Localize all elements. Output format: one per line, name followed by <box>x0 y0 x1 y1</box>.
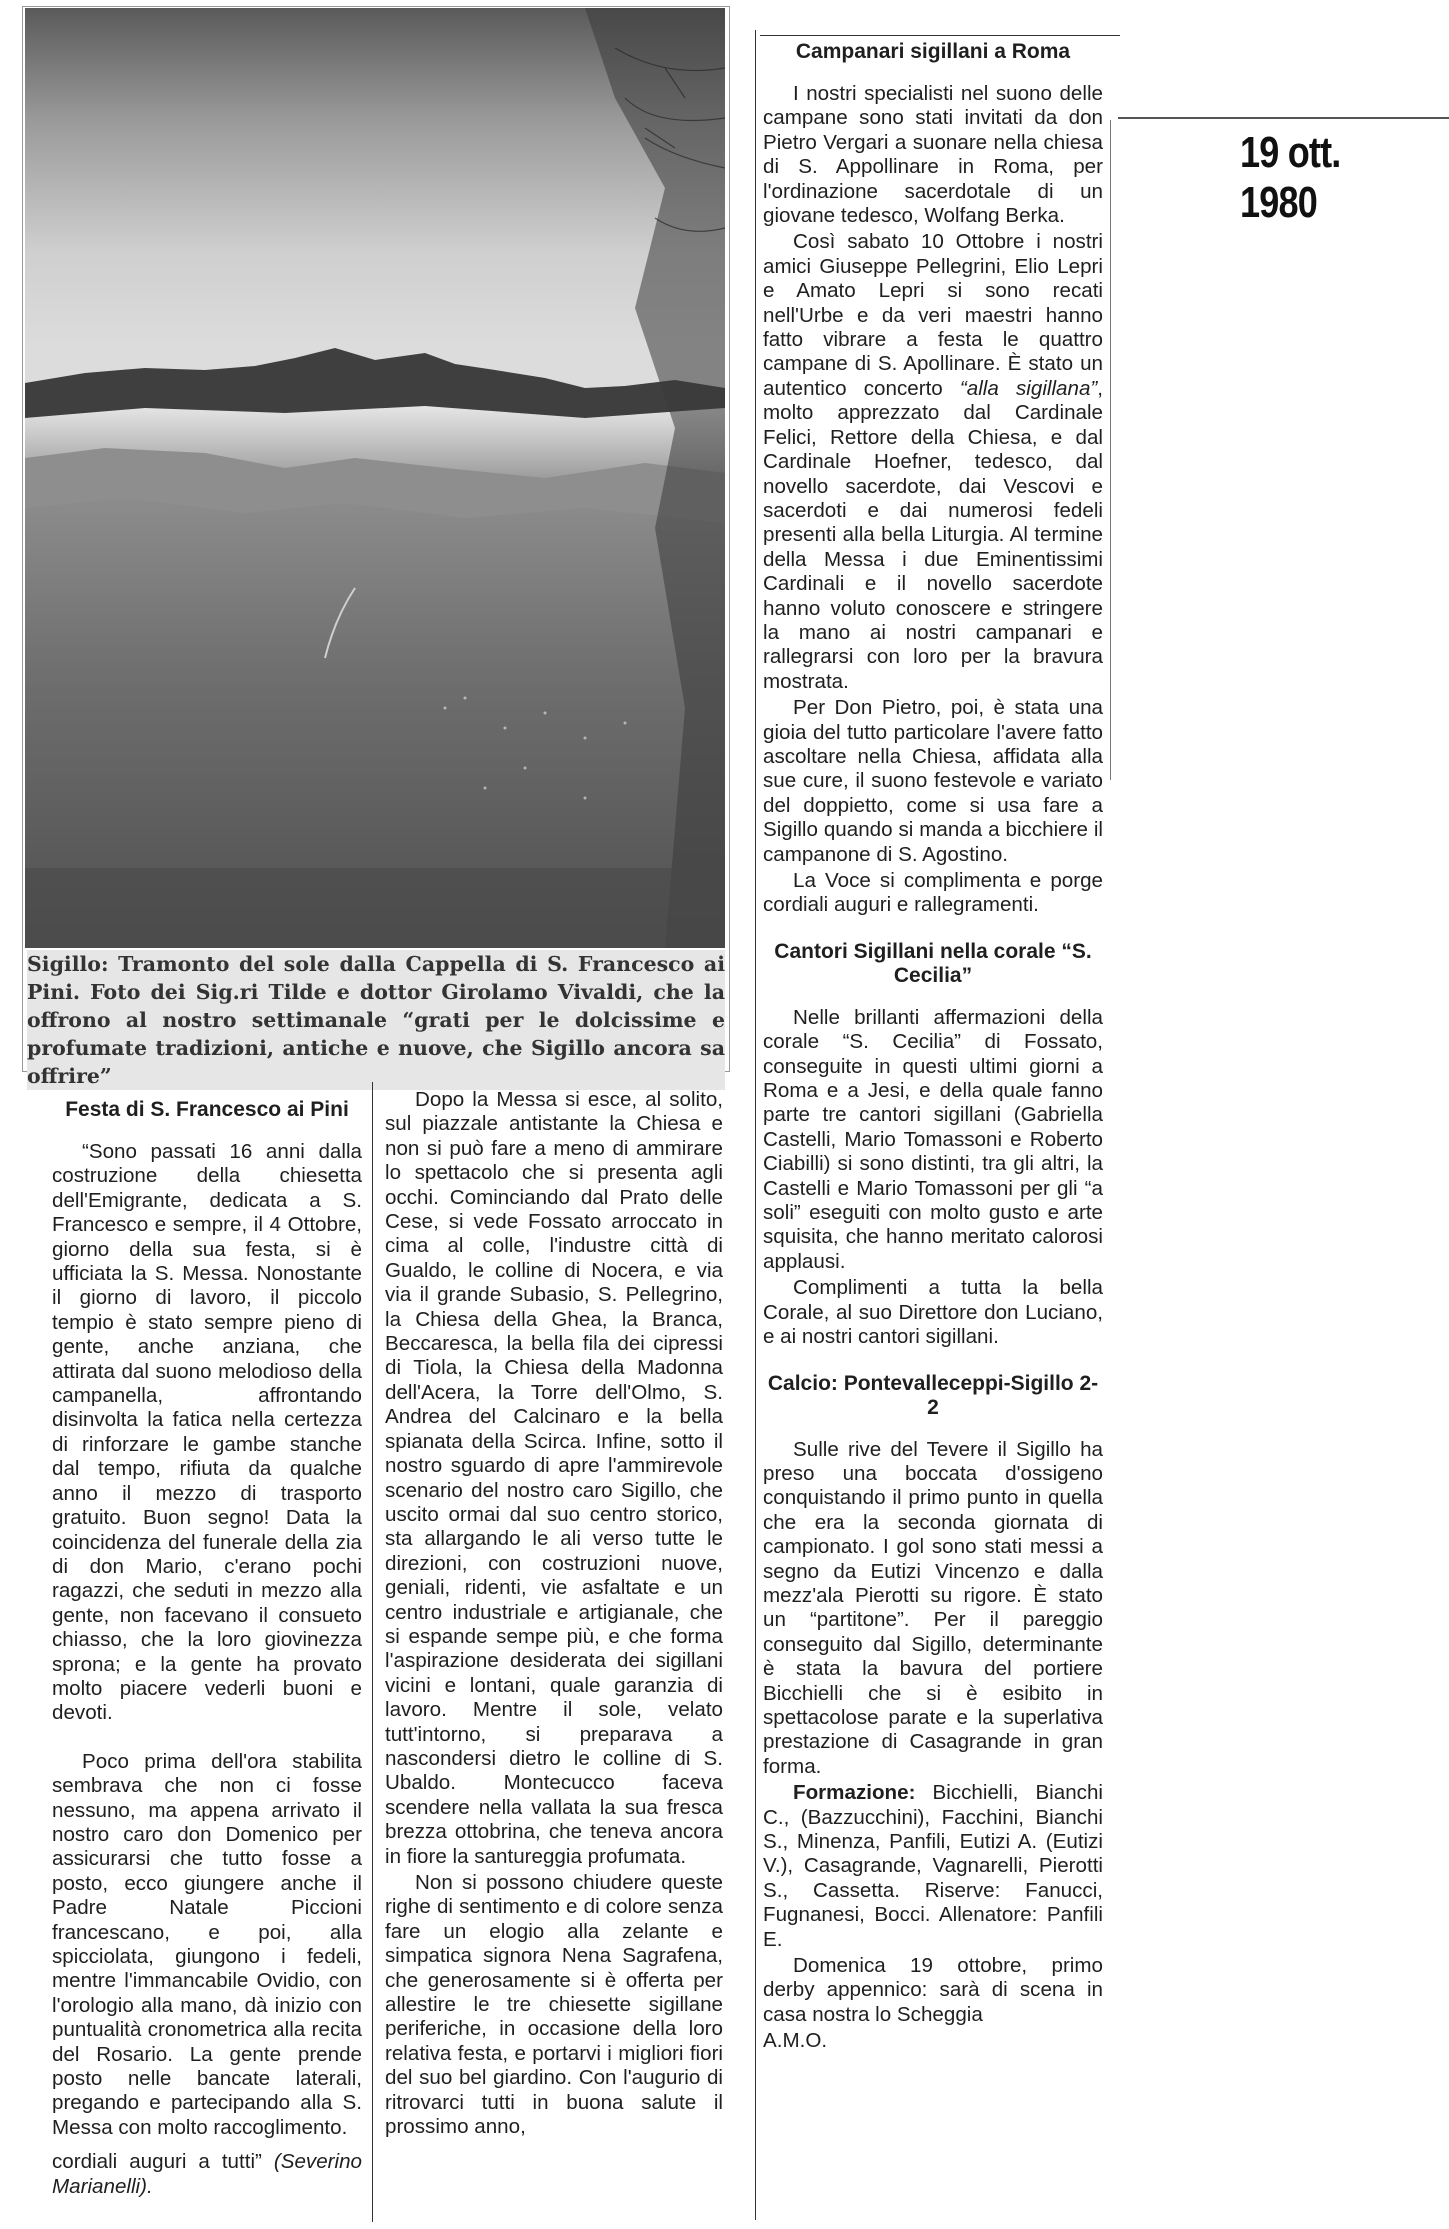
clipping-edge <box>1110 120 1111 780</box>
date-rule <box>1118 117 1449 119</box>
formazione-label: Formazione: <box>793 1781 916 1805</box>
landscape-image <box>25 8 725 948</box>
festa-paragraph-2: Poco prima dell'ora stabilita sembrava che non ci fosse nessuno, ma appena arrivato il nostro caro don Domenico per assicurarsi che tutto fosse a posto, ecco giungere anche il Padre Natale Piccioni francescano, e poi, alla spicciolata, giungono i fedeli, mentre l'immancabile Ovidio, con l'orologio alla mano, dà inizio con puntualità cronometrica alla recita del Rosario. La gente prende posto nelle bancate laterali, pregando e partecipando alla S. Messa con molto raccoglimento. <box>52 1749 362 2139</box>
cantori-paragraph-1: Nelle brillanti affermazioni della corale “S. Cecilia” di Fossato, conseguite in questi ultimi giorni a Roma e a Jesi, e della quale fanno parte tre cantori sigillani (Gabriella Castelli, Mario Tomassoni e Roberto Ciabilli) si sono distinti, tra gli altri, la Castelli e Mario Tomassoni per gli “a soli” eseguiti con molto gusto e arte squisita, che hanno meritato calorosi applausi. <box>763 1005 1103 1273</box>
festa-paragraph-4: Non si possono chiudere queste righe di sentimento e di colore senza fare un elogio alla zelante e simpatica signora Nena Sagrafena, che generosamente si è offerta per allestire le tre chiesette sigillane periferiche, in occasione della loro relativa festa, e portarvi i migliori fiori del suo bel giardino. Con l'augurio di ritrovarci tutti in buona salute il prossimo anno, <box>385 1871 723 2139</box>
campanari-paragraph-1: I nostri specialisti nel suono delle campane sono stati invitati da don Pietro Vergari a suonare nella chiesa di S. Appollinare in Roma, per l'ordinazione sacerdotale di un giovane tedesco, Wolfang Berka. <box>763 82 1103 228</box>
top-rule <box>760 35 1120 36</box>
column-divider-left <box>372 1082 373 2222</box>
campanari-p2-italic: “alla sigillana” <box>959 376 1098 400</box>
calcio-paragraph-1: Sulle rive del Tevere il Sigillo ha preso una boccata d'ossigeno conquistando il primo punto in quella che era la seconda giornata di campionato. I gol sono stati messi a segno da Eutizi Vincenzo e dalla mezz'ala Pierotti su rigore. È stato un “partitone”. Per il pareggio conseguito dal Sigillo, determinante è stata la bavura del portiere Bicchielli che si è esibito in spettacolose parate e la superlativa prestazione di Casagrande in gran forma. <box>763 1437 1103 1778</box>
right-column <box>763 40 1103 2054</box>
festa-paragraph-3: Dopo la Messa si esce, al solito, sul piazzale antistante la Chiesa e non si può fare a meno di ammirare lo spettacolo che si presenta agli occhi. Cominciando dal Prato delle Cese, si vede Fossato arroccato in cima al colle, l'industre città di Gualdo, le colline di Nocera, e via via il grande Subasio, S. Pellegrino, la Chiesa della Ghea, la Branca, Beccaresca, la bella fila dei cipressi di Tiola, la Chiesa della Madonna dell'Acera, la Torre dell'Olmo, S. Andrea del Calcinaro e la bella spianata della Scirca. Infine, sotto il nostro sguardo di apre l'ammirevole scenario del nostro caro Sigillo, che uscito ormai dal suo centro storico, sta allargando le ali verso tutte le direzioni, con costruzioni nuove, geniali, ridenti, vie asfaltate e un centro industriale e artigianale, che si espande sempe più, e che forma l'aspirazione desiderata dei sigillani vicini e lontani, quale garanzia di lavoro. Mentre il sole, velato tutt'intorno, si preparava a nascondersi dietro le colline di S. Ubaldo. Montecucco faceva scendere nella vallata la sua fresca brezza ottobrina, che teneva ancora in fiore la santureggia profumata. <box>385 1088 723 1868</box>
campanari-p2-b: , molto apprezzato dal Cardinale Felici, Rettore della Chiesa, e dal Cardinale Hoefner, tedesco, dal novello sacerdote, dai Vescovi e sacerdoti e dai numerosi fedeli presenti alla bella Liturgia. Al termine della Messa i due Eminentissimi Cardinali e il novello sacerdote hanno voluto conoscere e stringere la mano ai nostri campanari e rallegrarsi con loro per la bravura mostrata. <box>763 376 1104 693</box>
festa-closing-text: cordiali auguri a tutti” <box>52 2150 262 2174</box>
campanari-paragraph-4: La Voce si complimenta e porge cordiali auguri e rallegramenti. <box>763 869 1103 917</box>
photo-caption: Sigillo: Tramonto del sole dalla Cappella di S. Francesco ai Pini. Foto dei Sig.ri Tilde e dottor Girolamo Vivaldi, che la offrono al nostro settimanale “grati per le dolcissime e profumate tradizioni, antiche e nuove, che Sigillo ancora sa offrire” <box>27 952 725 1088</box>
festa-title: Festa di S. Francesco ai Pini <box>65 1098 349 1121</box>
festa-closing <box>52 2150 362 2199</box>
festa-paragraph-1: “Sono passati 16 anni dalla costruzione della chiesetta dell'Emigrante, dedicata a S. Francesco e sempre, il 4 Ottobre, giorno della sua festa, si è ufficiata la S. Messa. Nonostante il giorno di lavoro, il piccolo tempio è stato sempre pieno di gente, anche anziana, che attirata dal suono melodioso della campanella, affrontando disinvolta la fatica nella certezza di rinforzare le gambe stanche dal tempo, rifiuta da qualche anno il mezzo di trasporto gratuito. Buon segno! Data la coincidenza del funerale della zia di don Mario, c'erano pochi ragazzi, che seduti in mezzo alla gente, non facevano il consueto chiasso, che la loro giovinezza sprona; e la gente ha provato molto piacere vederli buoni e devoti. <box>52 1140 362 1725</box>
campanari-p2-a: Così sabato 10 Ottobre i nostri amici Giuseppe Pellegrini, Elio Lepri e Amato Lepri si sono recati nell'Urbe e da veri maestri hanno fatto vibrare a festa le quattro campane di S. Apollinare. È stato un autentico concerto <box>763 230 1103 400</box>
article-festa-col1 <box>52 1098 362 2199</box>
column-divider-right <box>755 30 756 2220</box>
campanari-title: Campanari sigillani a Roma <box>795 40 1071 63</box>
calcio-title: Calcio: Pontevalleceppi-Sigillo 2-2 <box>767 1371 1099 1419</box>
calcio-paragraph-3: Domenica 19 ottobre, primo derby appennico: sarà di scena in casa nostra lo Scheggia <box>763 1954 1103 2026</box>
article-festa-col2 <box>385 1088 723 2139</box>
calcio-formazione <box>763 1781 1103 1952</box>
campanari-paragraph-2 <box>763 230 1103 694</box>
date-stamp: 19 ott. 1980 <box>1240 128 1341 227</box>
cantori-paragraph-2: Complimenti a tutta la bella Corale, al suo Direttore don Luciano, e ai nostri cantori sigillani. <box>763 1276 1103 1349</box>
formazione-text: Bicchielli, Bianchi C., (Bazzucchini), Facchini, Bianchi S., Minenza, Panfili, Eutizi A. (Eutizi V.), Casagrande, Vagnarelli, Pierotti S., Cassetta. Riserve: Fanucci, Fugnanesi, Bocci. Allenatore: Panfili E. <box>763 1781 1103 1951</box>
cantori-title: Cantori Sigillani nella corale “S. Cecilia” <box>774 939 1092 987</box>
sunset-photo <box>25 8 725 948</box>
campanari-paragraph-3: Per Don Pietro, poi, è stata una gioia del tutto particolare l'avere fatto ascoltare nella Chiesa, affidata alla sue cure, il suono festevole e variato del doppietto, come si usa fare a Sigillo quando si manda a bicchiere il campanone di S. Agostino. <box>763 696 1103 866</box>
festa-signature: (Severino Marianelli). <box>52 2150 362 2198</box>
calcio-signature: A.M.O. <box>763 2029 828 2053</box>
